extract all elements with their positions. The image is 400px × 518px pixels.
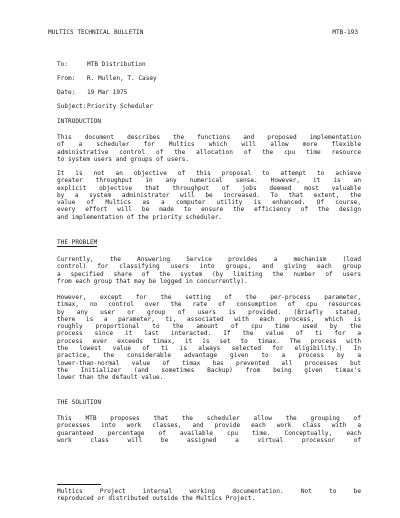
heading-the-solution: THE SOLUTION: [57, 399, 102, 406]
memo-date: [57, 89, 127, 96]
paragraph-intro-2: It is not an objective of this proposal to attempt to achieve greater throughput in any numerical sense. However, it is an explicit objective that throughput of jobs deemed most valuable by a system administrator will be increased. To that extent, the value of Multics as a computer utility is enhanced. Of course, every effort will be made to ensure the efficiency of the design and implementation of the priority scheduler.: [57, 170, 361, 221]
memo-subject-label: Subject:: [57, 103, 87, 110]
paragraph-problem-1: Currently, the Answering Service provides a mechanism (load control) for classifying users into groups, and giving each group a specified share of the system (by limiting the number of users from each group that may be logged in concurrently).: [57, 256, 361, 285]
memo-from: [57, 75, 157, 82]
bulletin-title: MULTICS TECHNICAL BULLETIN: [48, 29, 144, 36]
document-number: MTB-193: [332, 29, 358, 36]
heading-introduction: INTRODUCTION: [57, 118, 102, 125]
footnote-rule: [57, 484, 101, 485]
memo-to-label: To:: [57, 61, 69, 68]
memo-date-value: 19 Mar 1975: [87, 89, 128, 96]
page-header: [48, 29, 358, 38]
footer-notice: Multics Project internal working documentation. Not to be reproduced or distributed outside the Multics Project.: [57, 488, 361, 503]
memo-to: [57, 61, 146, 68]
memo-subject-value: Priority Scheduler: [87, 103, 154, 110]
memo-subject: [57, 103, 153, 110]
heading-the-problem: THE PROBLEM: [57, 239, 98, 246]
memo-date-label: Date:: [57, 89, 76, 96]
paragraph-problem-2: However, except for the setting of the per-process parameter, timax, no control over the rate of consumption of cpu resources by any user or group of users is provided. (Briefly stated, there is a parameter, ti, associated with each process, which is roughly proportional to the amount of cpu time used by the process since it last interacted. If the value of ti for a process ever exceeds timax, it is set to timax. The process with the lowest value of ti is always selected for eligibility.) In practice, the considerable advantage given to a process by a lower-than-normal value of timax has prevented all processes but the Initializer (and sometimes Backup) from being given timax's lower than the default value.: [57, 294, 361, 382]
memo-to-value: MTB Distribution: [87, 61, 146, 68]
memo-from-value: R. Mullen, T. Casey: [87, 75, 157, 82]
paragraph-intro-1: This document describes the functions and proposed implementation of a scheduler for Multics which will allow more flexible administrative control of the allocation of the cpu time resource to system users and groups of users.: [57, 134, 361, 163]
memo-from-label: From:: [57, 75, 76, 82]
paragraph-solution-1: This MTB proposes that the scheduler allow the grouping of processes into work classes, and provide each work class with a guaranteed percentage of available cpu time. Conceptually, each work class will be assigned a virtual processor of: [57, 415, 361, 444]
